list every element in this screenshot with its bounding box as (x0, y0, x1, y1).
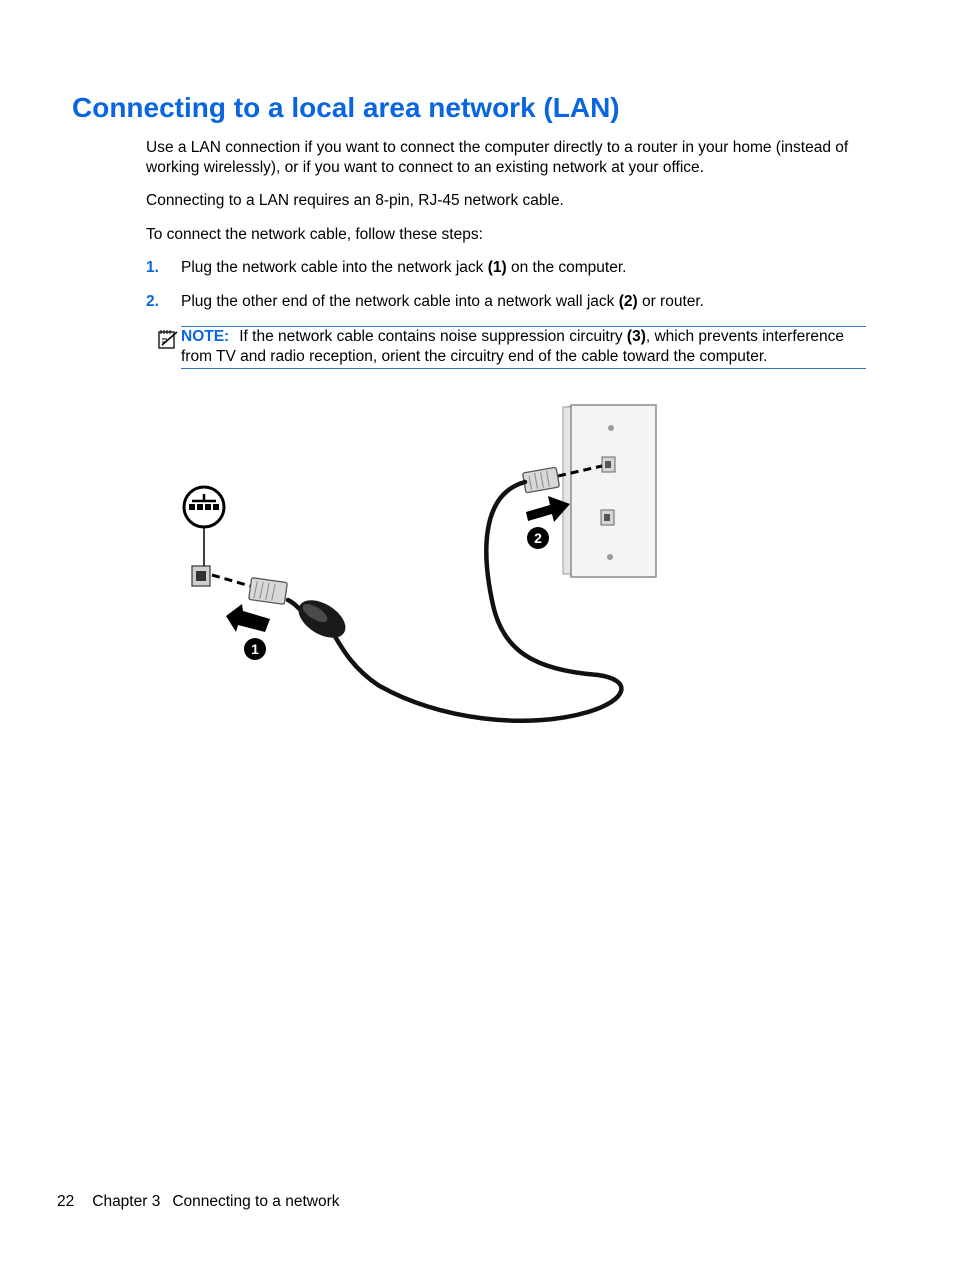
note-label: NOTE: (181, 328, 230, 345)
requirement-paragraph: Connecting to a LAN requires an 8-pin, RJ-45 network cable. (146, 192, 564, 209)
page-footer (57, 1192, 357, 1212)
rj45-connector-computer (249, 578, 288, 605)
ferrite-core (292, 593, 352, 646)
note-callout: (3) (626, 328, 646, 345)
wall-jack-plate (563, 405, 656, 577)
chapter-label: Chapter 3 (92, 1193, 161, 1210)
rj45-connector-wall (523, 467, 560, 493)
steps-intro-paragraph: To connect the network cable, follow these steps: (146, 226, 483, 243)
callout-badge-1 (244, 638, 266, 660)
step-number: 2. (146, 293, 159, 310)
step-text: Plug the network cable into the network jack (1) on the computer. (181, 259, 627, 276)
callout-number-2: 2 (534, 530, 542, 546)
note-text: If the network cable contains noise suppression circuitry (239, 328, 627, 345)
note-box (181, 326, 866, 369)
page-number: 22 (57, 1193, 75, 1210)
arrow-1-icon (226, 604, 270, 632)
chapter-title: Connecting to a network (172, 1193, 340, 1210)
note-icon (157, 328, 179, 350)
computer-network-jack (192, 566, 210, 586)
lan-cable-illustration (178, 400, 668, 730)
note-text-end: , which prevents interference from TV and radio reception, orient the circuitry end of the cable toward the computer. (181, 328, 845, 365)
page-title: Connecting to a local area network (LAN) (72, 92, 620, 123)
callout-badge-2 (527, 527, 549, 549)
step-text: Plug the other end of the network cable into a network wall jack (2) or router. (181, 293, 704, 310)
intro-paragraph: Use a LAN connection if you want to connect the computer directly to a router in your home (instead of working wirelessly), or if you want to connect to an existing network at your office. (146, 139, 849, 176)
callout-number-1: 1 (251, 641, 259, 657)
step-number: 1. (146, 259, 159, 276)
network-jack-icon (184, 487, 224, 527)
